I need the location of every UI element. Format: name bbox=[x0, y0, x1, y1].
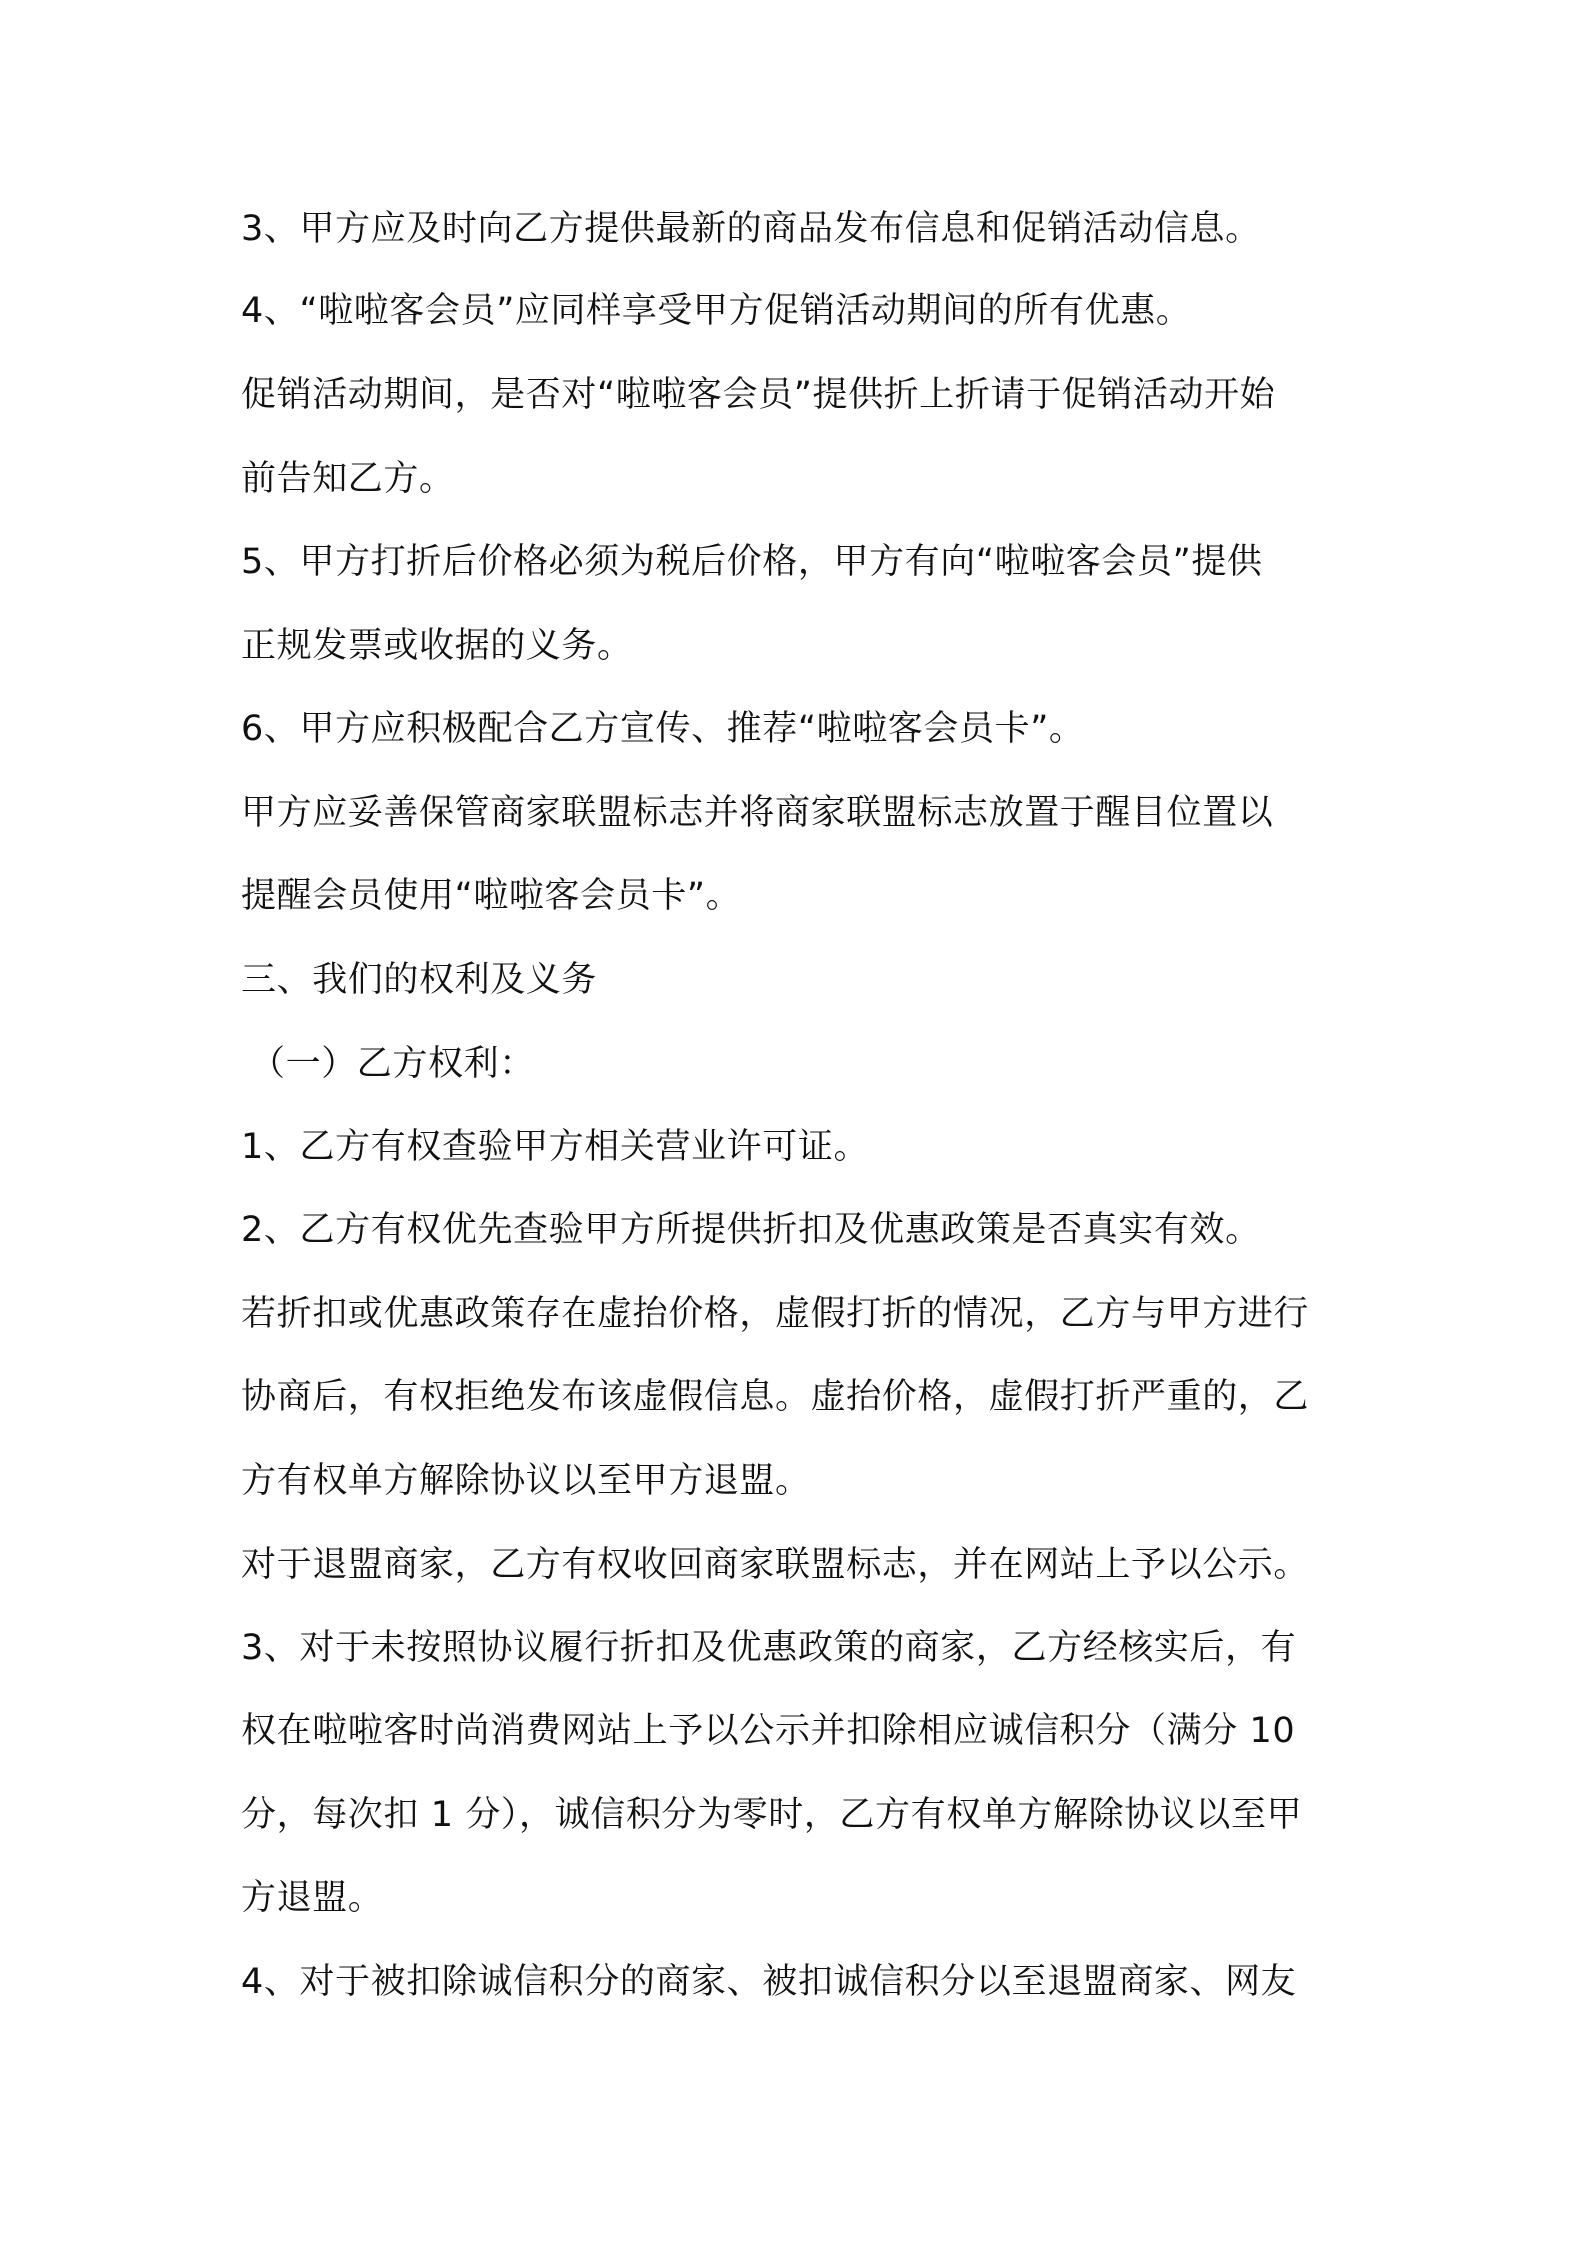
text-line: 协商后，有权拒绝发布该虚假信息。虚抬价格，虚假打折严重的，乙 bbox=[241, 1377, 1310, 1417]
text-line: 2、乙方有权优先查验甲方所提供折扣及优惠政策是否真实有效。 bbox=[241, 1210, 1261, 1250]
text-line: 3、对于未按照协议履行折扣及优惠政策的商家，乙方经核实后，有 bbox=[241, 1628, 1297, 1668]
text-line: 1、乙方有权查验甲方相关营业许可证。 bbox=[241, 1127, 870, 1167]
text-line: 方退盟。 bbox=[241, 1878, 384, 1918]
text-line: 3、甲方应及时向乙方提供最新的商品发布信息和促销活动信息。 bbox=[241, 209, 1261, 249]
text-line: 方有权单方解除协议以至甲方退盟。 bbox=[241, 1461, 811, 1501]
text-line: 分，每次扣 1 分），诚信积分为零时，乙方有权单方解除协议以至甲 bbox=[241, 1795, 1303, 1835]
text-line: 甲方应妥善保管商家联盟标志并将商家联盟标志放置于醒目位置以 bbox=[241, 793, 1274, 833]
text-line: 4、“啦啦客会员”应同样享受甲方促销活动期间的所有优惠。 bbox=[241, 291, 1192, 331]
text-line: 促销活动期间，是否对“啦啦客会员”提供折上折请于促销活动开始 bbox=[241, 375, 1276, 415]
subsection-heading: （一）乙方权利： bbox=[250, 1044, 535, 1084]
text-line: 提醒会员使用“啦啦客会员卡”。 bbox=[241, 876, 742, 916]
text-line: 6、甲方应积极配合乙方宣传、推荐“啦啦客会员卡”。 bbox=[241, 709, 1085, 749]
section-heading: 三、我们的权利及义务 bbox=[241, 960, 598, 1000]
text-line: 正规发票或收据的义务。 bbox=[241, 626, 633, 666]
text-line: 若折扣或优惠政策存在虚抬价格，虚假打折的情况，乙方与甲方进行 bbox=[241, 1294, 1310, 1334]
text-line: 4、对于被扣除诚信积分的商家、被扣诚信积分以至退盟商家、网友 bbox=[241, 1962, 1297, 2002]
text-line: 5、甲方打折后价格必须为税后价格，甲方有向“啦啦客会员”提供 bbox=[241, 542, 1263, 582]
text-line: 前告知乙方。 bbox=[241, 459, 455, 499]
text-line: 对于退盟商家，乙方有权收回商家联盟标志，并在网站上予以公示。 bbox=[241, 1545, 1310, 1585]
text-line: 权在啦啦客时尚消费网站上予以公示并扣除相应诚信积分（满分 10 bbox=[241, 1711, 1296, 1751]
